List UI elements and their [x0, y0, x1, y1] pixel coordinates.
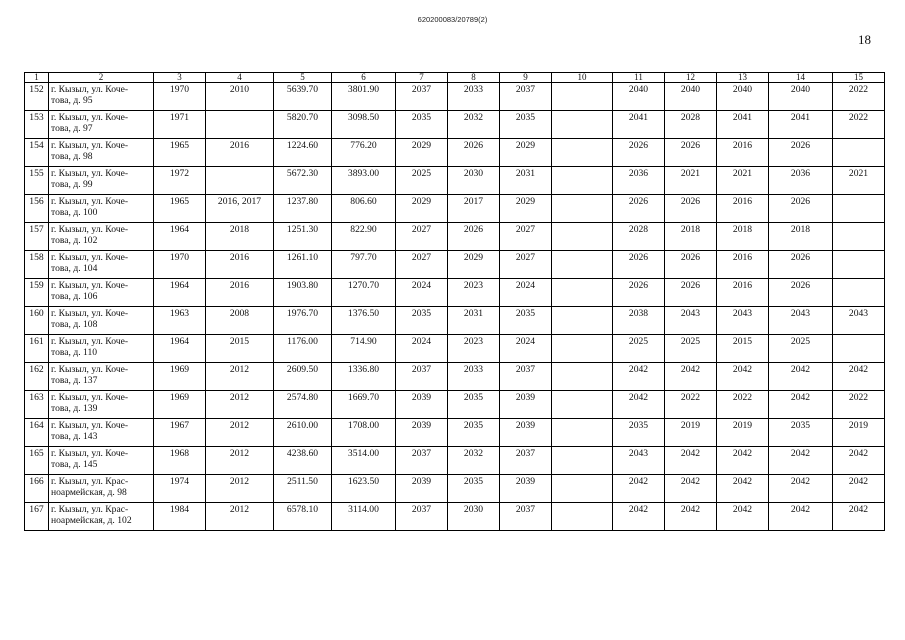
- total-area-cell: 1176.00: [274, 335, 332, 363]
- col-10-value-cell: [552, 195, 613, 223]
- table-row: [25, 419, 885, 447]
- col-13-year-cell: 2016: [717, 279, 769, 307]
- col-12-year-cell: 2026: [665, 139, 717, 167]
- column-number-10: 10: [552, 73, 613, 83]
- col-11-year-cell: 2026: [613, 251, 665, 279]
- col-14-year-cell: 2036: [769, 167, 833, 195]
- col-7-year-cell: 2027: [396, 223, 448, 251]
- table-row: [25, 195, 885, 223]
- col-13-year-cell: 2040: [717, 83, 769, 111]
- table-row: [25, 139, 885, 167]
- col-8-year-cell: 2033: [448, 83, 500, 111]
- col-8-year-cell: 2035: [448, 419, 500, 447]
- year-renovated-cell: 2012: [206, 419, 274, 447]
- col-13-year-cell: 2042: [717, 363, 769, 391]
- col-13-year-cell: 2019: [717, 419, 769, 447]
- table-row: [25, 223, 885, 251]
- col-14-year-cell: 2026: [769, 279, 833, 307]
- col-11-year-cell: 2041: [613, 111, 665, 139]
- col-7-year-cell: 2035: [396, 111, 448, 139]
- address-cell: г. Кызыл, ул. Коче- това, д. 97: [49, 111, 154, 139]
- col-15-year-cell: [833, 279, 885, 307]
- col-7-year-cell: 2037: [396, 83, 448, 111]
- year-built-cell: 1964: [154, 279, 206, 307]
- total-area-cell: 2511.50: [274, 475, 332, 503]
- col-12-year-cell: 2043: [665, 307, 717, 335]
- col-9-year-cell: 2039: [500, 475, 552, 503]
- col-13-year-cell: 2042: [717, 503, 769, 531]
- col-15-year-cell: 2042: [833, 447, 885, 475]
- table-row: [25, 335, 885, 363]
- table-row: [25, 111, 885, 139]
- col-8-year-cell: 2035: [448, 391, 500, 419]
- year-built-cell: 1964: [154, 335, 206, 363]
- col-7-year-cell: 2029: [396, 139, 448, 167]
- row-number-cell: 167: [25, 503, 49, 531]
- row-number-cell: 162: [25, 363, 49, 391]
- row-number-cell: 155: [25, 167, 49, 195]
- col-15-year-cell: 2042: [833, 503, 885, 531]
- col-10-value-cell: [552, 391, 613, 419]
- year-renovated-cell: 2016: [206, 139, 274, 167]
- col-13-year-cell: 2043: [717, 307, 769, 335]
- col-8-year-cell: 2030: [448, 167, 500, 195]
- col-7-year-cell: 2039: [396, 475, 448, 503]
- row-number-cell: 166: [25, 475, 49, 503]
- col-15-year-cell: 2042: [833, 475, 885, 503]
- col-11-year-cell: 2035: [613, 419, 665, 447]
- col-15-year-cell: [833, 139, 885, 167]
- total-area-cell: 5639.70: [274, 83, 332, 111]
- column-number-8: 8: [448, 73, 500, 83]
- col-9-year-cell: 2039: [500, 391, 552, 419]
- col-13-year-cell: 2041: [717, 111, 769, 139]
- col-11-year-cell: 2026: [613, 279, 665, 307]
- column-number-7: 7: [396, 73, 448, 83]
- col-10-value-cell: [552, 167, 613, 195]
- year-renovated-cell: 2012: [206, 363, 274, 391]
- col-11-year-cell: 2043: [613, 447, 665, 475]
- col-12-year-cell: 2042: [665, 503, 717, 531]
- column-number-4: 4: [206, 73, 274, 83]
- total-area-cell: 6578.10: [274, 503, 332, 531]
- total-area-cell: 1251.30: [274, 223, 332, 251]
- col-13-year-cell: 2042: [717, 447, 769, 475]
- total-area-cell: 1261.10: [274, 251, 332, 279]
- column-number-5: 5: [274, 73, 332, 83]
- year-renovated-cell: 2010: [206, 83, 274, 111]
- col-11-year-cell: 2042: [613, 363, 665, 391]
- year-renovated-cell: 2018: [206, 223, 274, 251]
- year-renovated-cell: 2012: [206, 475, 274, 503]
- living-area-cell: 1708.00: [332, 419, 396, 447]
- year-renovated-cell: 2016: [206, 279, 274, 307]
- row-number-cell: 159: [25, 279, 49, 307]
- col-12-year-cell: 2026: [665, 195, 717, 223]
- total-area-cell: 1903.80: [274, 279, 332, 307]
- col-7-year-cell: 2037: [396, 363, 448, 391]
- col-14-year-cell: 2026: [769, 139, 833, 167]
- living-area-cell: 1669.70: [332, 391, 396, 419]
- total-area-cell: 2609.50: [274, 363, 332, 391]
- col-12-year-cell: 2019: [665, 419, 717, 447]
- col-13-year-cell: 2015: [717, 335, 769, 363]
- living-area-cell: 1623.50: [332, 475, 396, 503]
- table-row: [25, 447, 885, 475]
- col-11-year-cell: 2042: [613, 503, 665, 531]
- year-built-cell: 1965: [154, 139, 206, 167]
- year-built-cell: 1972: [154, 167, 206, 195]
- living-area-cell: 1270.70: [332, 279, 396, 307]
- row-number-cell: 161: [25, 335, 49, 363]
- col-15-year-cell: 2021: [833, 167, 885, 195]
- living-area-cell: 3801.90: [332, 83, 396, 111]
- col-12-year-cell: 2021: [665, 167, 717, 195]
- total-area-cell: 5672.30: [274, 167, 332, 195]
- col-8-year-cell: 2033: [448, 363, 500, 391]
- col-9-year-cell: 2037: [500, 83, 552, 111]
- col-12-year-cell: 2018: [665, 223, 717, 251]
- col-9-year-cell: 2037: [500, 503, 552, 531]
- col-10-value-cell: [552, 223, 613, 251]
- year-renovated-cell: 2008: [206, 307, 274, 335]
- document-number: 620200083/20789(2): [417, 15, 488, 24]
- total-area-cell: 1224.60: [274, 139, 332, 167]
- col-11-year-cell: 2042: [613, 391, 665, 419]
- col-9-year-cell: 2031: [500, 167, 552, 195]
- living-area-cell: 776.20: [332, 139, 396, 167]
- address-cell: г. Кызыл, ул. Коче- това, д. 145: [49, 447, 154, 475]
- col-14-year-cell: 2042: [769, 391, 833, 419]
- year-renovated-cell: 2012: [206, 391, 274, 419]
- col-15-year-cell: [833, 335, 885, 363]
- col-11-year-cell: 2036: [613, 167, 665, 195]
- year-built-cell: 1963: [154, 307, 206, 335]
- living-area-cell: 1336.80: [332, 363, 396, 391]
- col-9-year-cell: 2029: [500, 139, 552, 167]
- col-15-year-cell: 2022: [833, 83, 885, 111]
- col-12-year-cell: 2028: [665, 111, 717, 139]
- col-14-year-cell: 2026: [769, 251, 833, 279]
- col-7-year-cell: 2037: [396, 447, 448, 475]
- col-9-year-cell: 2024: [500, 279, 552, 307]
- col-10-value-cell: [552, 503, 613, 531]
- year-built-cell: 1971: [154, 111, 206, 139]
- col-15-year-cell: 2022: [833, 111, 885, 139]
- col-8-year-cell: 2032: [448, 111, 500, 139]
- year-built-cell: 1969: [154, 391, 206, 419]
- living-area-cell: 1376.50: [332, 307, 396, 335]
- col-7-year-cell: 2029: [396, 195, 448, 223]
- col-12-year-cell: 2040: [665, 83, 717, 111]
- table-row: [25, 391, 885, 419]
- col-10-value-cell: [552, 279, 613, 307]
- col-13-year-cell: 2021: [717, 167, 769, 195]
- col-13-year-cell: 2016: [717, 195, 769, 223]
- col-9-year-cell: 2029: [500, 195, 552, 223]
- col-7-year-cell: 2039: [396, 391, 448, 419]
- year-built-cell: 1967: [154, 419, 206, 447]
- table-row: [25, 279, 885, 307]
- col-14-year-cell: 2035: [769, 419, 833, 447]
- col-14-year-cell: 2041: [769, 111, 833, 139]
- col-15-year-cell: 2042: [833, 363, 885, 391]
- address-cell: г. Кызыл, ул. Коче- това, д. 106: [49, 279, 154, 307]
- living-area-cell: 806.60: [332, 195, 396, 223]
- col-11-year-cell: 2038: [613, 307, 665, 335]
- col-7-year-cell: 2035: [396, 307, 448, 335]
- col-14-year-cell: 2026: [769, 195, 833, 223]
- col-7-year-cell: 2037: [396, 503, 448, 531]
- col-9-year-cell: 2027: [500, 223, 552, 251]
- address-cell: г. Кызыл, ул. Коче- това, д. 95: [49, 83, 154, 111]
- col-8-year-cell: 2026: [448, 139, 500, 167]
- col-13-year-cell: 2016: [717, 139, 769, 167]
- year-built-cell: 1970: [154, 251, 206, 279]
- row-number-cell: 152: [25, 83, 49, 111]
- col-13-year-cell: 2016: [717, 251, 769, 279]
- living-area-cell: 3893.00: [332, 167, 396, 195]
- living-area-cell: 797.70: [332, 251, 396, 279]
- year-built-cell: 1964: [154, 223, 206, 251]
- col-8-year-cell: 2029: [448, 251, 500, 279]
- col-14-year-cell: 2042: [769, 503, 833, 531]
- col-10-value-cell: [552, 111, 613, 139]
- row-number-cell: 154: [25, 139, 49, 167]
- column-number-9: 9: [500, 73, 552, 83]
- col-14-year-cell: 2042: [769, 363, 833, 391]
- total-area-cell: 1237.80: [274, 195, 332, 223]
- col-8-year-cell: 2032: [448, 447, 500, 475]
- row-number-cell: 165: [25, 447, 49, 475]
- col-12-year-cell: 2042: [665, 475, 717, 503]
- table-row: [25, 363, 885, 391]
- table-row: [25, 251, 885, 279]
- row-number-cell: 158: [25, 251, 49, 279]
- col-11-year-cell: 2042: [613, 475, 665, 503]
- col-15-year-cell: 2022: [833, 391, 885, 419]
- col-10-value-cell: [552, 419, 613, 447]
- column-number-1: 1: [25, 73, 49, 83]
- table-row: [25, 167, 885, 195]
- year-built-cell: 1970: [154, 83, 206, 111]
- col-7-year-cell: 2024: [396, 335, 448, 363]
- total-area-cell: 2610.00: [274, 419, 332, 447]
- address-cell: г. Кызыл, ул. Коче- това, д. 99: [49, 167, 154, 195]
- col-11-year-cell: 2025: [613, 335, 665, 363]
- col-12-year-cell: 2042: [665, 363, 717, 391]
- column-number-15: 15: [833, 73, 885, 83]
- col-12-year-cell: 2025: [665, 335, 717, 363]
- col-7-year-cell: 2025: [396, 167, 448, 195]
- total-area-cell: 4238.60: [274, 447, 332, 475]
- col-8-year-cell: 2023: [448, 335, 500, 363]
- column-number-header-row: [25, 73, 885, 83]
- col-12-year-cell: 2026: [665, 251, 717, 279]
- col-10-value-cell: [552, 251, 613, 279]
- year-renovated-cell: 2015: [206, 335, 274, 363]
- year-renovated-cell: [206, 167, 274, 195]
- col-13-year-cell: 2042: [717, 475, 769, 503]
- col-7-year-cell: 2024: [396, 279, 448, 307]
- row-number-cell: 164: [25, 419, 49, 447]
- total-area-cell: 5820.70: [274, 111, 332, 139]
- col-8-year-cell: 2017: [448, 195, 500, 223]
- col-8-year-cell: 2023: [448, 279, 500, 307]
- col-14-year-cell: 2043: [769, 307, 833, 335]
- col-9-year-cell: 2037: [500, 447, 552, 475]
- year-renovated-cell: 2016: [206, 251, 274, 279]
- col-7-year-cell: 2027: [396, 251, 448, 279]
- address-cell: г. Кызыл, ул. Коче- това, д. 139: [49, 391, 154, 419]
- col-9-year-cell: 2027: [500, 251, 552, 279]
- col-15-year-cell: [833, 251, 885, 279]
- col-9-year-cell: 2039: [500, 419, 552, 447]
- living-area-cell: 714.90: [332, 335, 396, 363]
- column-number-12: 12: [665, 73, 717, 83]
- col-10-value-cell: [552, 335, 613, 363]
- col-10-value-cell: [552, 83, 613, 111]
- living-area-cell: 3114.00: [332, 503, 396, 531]
- col-7-year-cell: 2039: [396, 419, 448, 447]
- col-11-year-cell: 2028: [613, 223, 665, 251]
- row-number-cell: 153: [25, 111, 49, 139]
- address-cell: г. Кызыл, ул. Коче- това, д. 108: [49, 307, 154, 335]
- col-10-value-cell: [552, 475, 613, 503]
- column-number-3: 3: [154, 73, 206, 83]
- col-14-year-cell: 2042: [769, 475, 833, 503]
- column-number-2: 2: [49, 73, 154, 83]
- page-number: 18: [858, 32, 871, 47]
- year-renovated-cell: [206, 111, 274, 139]
- col-10-value-cell: [552, 307, 613, 335]
- year-built-cell: 1965: [154, 195, 206, 223]
- row-number-cell: 163: [25, 391, 49, 419]
- total-area-cell: 2574.80: [274, 391, 332, 419]
- column-number-13: 13: [717, 73, 769, 83]
- column-number-14: 14: [769, 73, 833, 83]
- col-8-year-cell: 2035: [448, 475, 500, 503]
- living-area-cell: 822.90: [332, 223, 396, 251]
- year-built-cell: 1968: [154, 447, 206, 475]
- col-12-year-cell: 2042: [665, 447, 717, 475]
- row-number-cell: 160: [25, 307, 49, 335]
- col-9-year-cell: 2035: [500, 307, 552, 335]
- year-renovated-cell: 2012: [206, 503, 274, 531]
- year-built-cell: 1974: [154, 475, 206, 503]
- table-row: [25, 475, 885, 503]
- living-area-cell: 3098.50: [332, 111, 396, 139]
- year-built-cell: 1984: [154, 503, 206, 531]
- address-cell: г. Кызыл, ул. Коче- това, д. 100: [49, 195, 154, 223]
- col-10-value-cell: [552, 139, 613, 167]
- col-11-year-cell: 2040: [613, 83, 665, 111]
- address-cell: г. Кызыл, ул. Коче- това, д. 98: [49, 139, 154, 167]
- col-11-year-cell: 2026: [613, 195, 665, 223]
- row-number-cell: 156: [25, 195, 49, 223]
- column-number-11: 11: [613, 73, 665, 83]
- col-8-year-cell: 2031: [448, 307, 500, 335]
- year-renovated-cell: 2012: [206, 447, 274, 475]
- col-15-year-cell: [833, 223, 885, 251]
- address-cell: г. Кызыл, ул. Коче- това, д. 143: [49, 419, 154, 447]
- address-cell: г. Кызыл, ул. Коче- това, д. 104: [49, 251, 154, 279]
- col-15-year-cell: [833, 195, 885, 223]
- col-13-year-cell: 2022: [717, 391, 769, 419]
- year-renovated-cell: 2016, 2017: [206, 195, 274, 223]
- register-table: [24, 72, 885, 531]
- table-row: [25, 307, 885, 335]
- col-15-year-cell: 2043: [833, 307, 885, 335]
- address-cell: г. Кызыл, ул. Коче- това, д. 110: [49, 335, 154, 363]
- address-cell: г. Кызыл, ул. Крас- ноармейская, д. 102: [49, 503, 154, 531]
- col-12-year-cell: 2026: [665, 279, 717, 307]
- address-cell: г. Кызыл, ул. Коче- това, д. 102: [49, 223, 154, 251]
- col-15-year-cell: 2019: [833, 419, 885, 447]
- table-row: [25, 83, 885, 111]
- col-10-value-cell: [552, 363, 613, 391]
- row-number-cell: 157: [25, 223, 49, 251]
- col-14-year-cell: 2042: [769, 447, 833, 475]
- col-8-year-cell: 2030: [448, 503, 500, 531]
- col-9-year-cell: 2037: [500, 363, 552, 391]
- col-14-year-cell: 2040: [769, 83, 833, 111]
- col-11-year-cell: 2026: [613, 139, 665, 167]
- col-10-value-cell: [552, 447, 613, 475]
- address-cell: г. Кызыл, ул. Коче- това, д. 137: [49, 363, 154, 391]
- table-row: [25, 503, 885, 531]
- col-9-year-cell: 2024: [500, 335, 552, 363]
- col-12-year-cell: 2022: [665, 391, 717, 419]
- col-14-year-cell: 2018: [769, 223, 833, 251]
- living-area-cell: 3514.00: [332, 447, 396, 475]
- year-built-cell: 1969: [154, 363, 206, 391]
- col-13-year-cell: 2018: [717, 223, 769, 251]
- col-9-year-cell: 2035: [500, 111, 552, 139]
- address-cell: г. Кызыл, ул. Крас- ноармейская, д. 98: [49, 475, 154, 503]
- col-14-year-cell: 2025: [769, 335, 833, 363]
- column-number-6: 6: [332, 73, 396, 83]
- total-area-cell: 1976.70: [274, 307, 332, 335]
- col-8-year-cell: 2026: [448, 223, 500, 251]
